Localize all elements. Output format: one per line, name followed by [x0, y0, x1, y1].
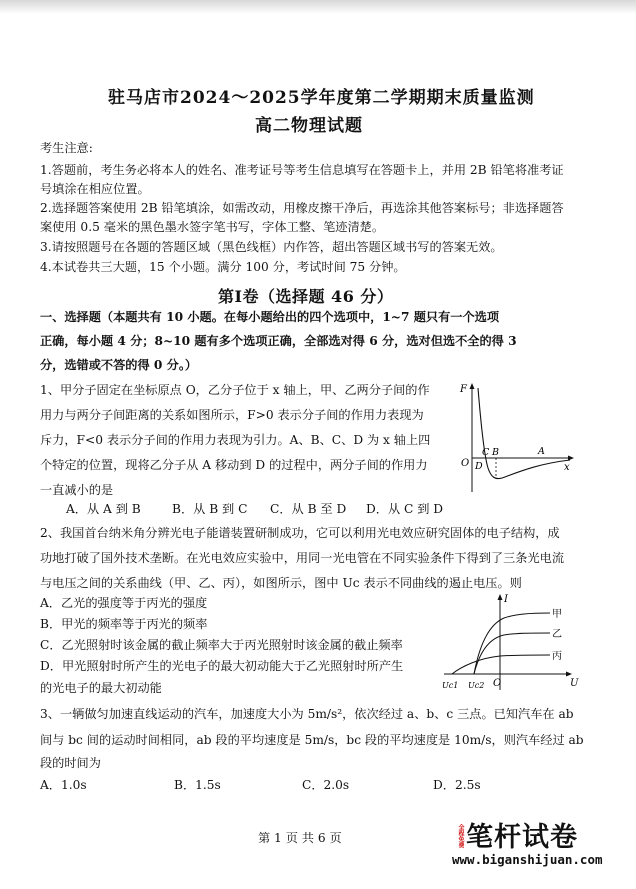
notice-line: 3.请按照题号在各题的答题区域（黑色线框）内作答，超出答题区域书写的答案无效。 — [40, 240, 503, 254]
q2-curve-yi — [474, 633, 550, 674]
part1-title: 第Ⅰ卷（选择题 46 分） — [218, 287, 394, 306]
part1-instruction-line: 正确，每小题 4 分；8~10 题有多个选项正确，全部选对得 6 分，选对但选不全的得 3 — [40, 334, 517, 348]
q1-force-distance-figure — [458, 380, 578, 495]
exam-subtitle: 高二物理试题 — [255, 116, 363, 136]
watermark-url: www.biganshijuan.com — [452, 852, 603, 867]
q3-option-c: C．2.0s — [302, 778, 350, 792]
q2-label-bing: 丙 — [552, 651, 562, 662]
exam-title: 驻马店市2024～2025学年度第二学期期末质量监测 — [108, 88, 535, 108]
q1-label-a: A — [538, 446, 545, 457]
part1-instruction-line: 分，选错或不答的得 0 分。） — [40, 358, 198, 372]
q1-line: 个特定的位置，现将乙分子从 A 移动到 D 的过程中，两分子间的作用力 — [40, 458, 428, 472]
q2-option-b: B．甲光的频率等于丙光的频率 — [40, 617, 208, 631]
q3-option-a: A．1.0s — [40, 778, 87, 792]
q1-line: 一直减小的是 — [40, 483, 114, 497]
notice-heading: 考生注意: — [40, 141, 93, 155]
q3-option-d: D．2.5s — [433, 778, 481, 792]
notice-line: 号填涂在相应位置。 — [40, 182, 150, 196]
q2-label-uc2: Uc2 — [468, 681, 485, 690]
q1-option-d: D．从 C 到 D — [366, 502, 444, 516]
q2-line: 功地打破了国外技术垄断。在光电效应实验中，用同一光电管在不同实验条件下得到了三条光电流 — [40, 551, 565, 565]
q2-label-o: O — [493, 678, 502, 689]
q1-label-b: B — [492, 447, 499, 458]
q2-label-yi: 乙 — [552, 629, 562, 640]
q2-option-d-cont: 的光电子的最大初动能 — [40, 681, 162, 695]
q1-option-c: C．从 B 至 D — [270, 502, 347, 516]
q1-force-curve — [478, 388, 570, 479]
q1-line: 1、甲分子固定在坐标原点 O，乙分子位于 x 轴上，甲、乙两分子间的作 — [40, 383, 430, 397]
q2-option-a: A．乙光的强度等于丙光的强度 — [40, 596, 208, 610]
notice-line: 2.选择题答案使用 2B 铅笔填涂，如需改动，用橡皮擦干净后，再选涂其他答案标号；非选择题答 — [40, 201, 564, 215]
q1-label-c: C — [482, 447, 490, 458]
q1-line: 斥力，F<0 表示分子间的作用力表现为引力。A、B、C、D 为 x 轴上四 — [40, 433, 431, 447]
watermark-logo: 笔杆试卷 — [466, 822, 578, 853]
q1-label-o: O — [461, 458, 470, 469]
q2-label-jia: 甲 — [552, 609, 562, 620]
q3-line: 间与 bc 间的运动时间相同，ab 段的平均速度是 5m/s，bc 段的平均速度是 10m/s，则汽车经过 ab — [40, 733, 584, 747]
notice-line: 案使用 0.5 毫米的黑色墨水签字笔书写，字体工整、笔迹清楚。 — [40, 220, 385, 234]
scan-edge-shadow — [0, 0, 636, 14]
q2-i-arrow — [498, 594, 503, 600]
notice-line: 4.本试卷共三大题，15 个小题。满分 100 分，考试时间 75 分钟。 — [40, 260, 406, 274]
q2-line: 2、我国首台纳米角分辨光电子能谱装置研制成功，它可以利用光电效应研究固体的电子结构，成 — [40, 526, 560, 540]
part1-instruction-line: 一、选择题（本题共有 10 小题。在每小题给出的四个选项中，1~7 题只有一个选项 — [40, 310, 500, 324]
q2-u-arrow — [566, 672, 572, 677]
q1-label-x: x — [564, 462, 570, 473]
watermark-small-label: 全程免费 — [457, 824, 464, 848]
q1-f-arrow — [470, 383, 475, 389]
q1-option-a: A．从 A 到 B — [66, 502, 141, 516]
q1-label-d: D — [475, 461, 483, 472]
notice-line: 1.答题前，考生务必将本人的姓名、准考证号等考生信息填写在答题卡上，并用 2B 铅笔将准考证 — [40, 163, 564, 177]
q2-line: 与电压之间的关系曲线（甲、乙、丙），如图所示，图中 Uc 表示不同曲线的遏止电压。则 — [40, 576, 522, 590]
q2-label-u: U — [570, 678, 579, 689]
q2-label-uc1: Uc1 — [442, 681, 459, 690]
q3-line: 3、一辆做匀加速直线运动的汽车，加速度大小为 5m/s²，依次经过 a、b、c 三点。已知汽车在 ab — [40, 707, 574, 721]
q2-curve-bing — [452, 655, 550, 674]
q2-option-d: D．甲光照射时所产生的光电子的最大初动能大于乙光照射时所产生 — [40, 659, 404, 673]
q1-option-b: B．从 B 到 C — [172, 502, 248, 516]
page-number: 第 1 页 共 6 页 — [258, 831, 342, 845]
q2-option-c: C．乙光照射时该金属的截止频率大于丙光照射时该金属的截止频率 — [40, 638, 403, 652]
q3-line: 段的时间为 — [40, 756, 101, 770]
q2-curve-jia — [474, 613, 550, 674]
q2-current-voltage-figure — [440, 590, 590, 695]
q3-option-b: B．1.5s — [174, 778, 221, 792]
q1-line: 用力与两分子间距离的关系如图所示，F>0 表示分子间的作用力表现为 — [40, 408, 424, 422]
q1-label-f: F — [460, 384, 467, 395]
q2-label-i: I — [504, 594, 508, 605]
